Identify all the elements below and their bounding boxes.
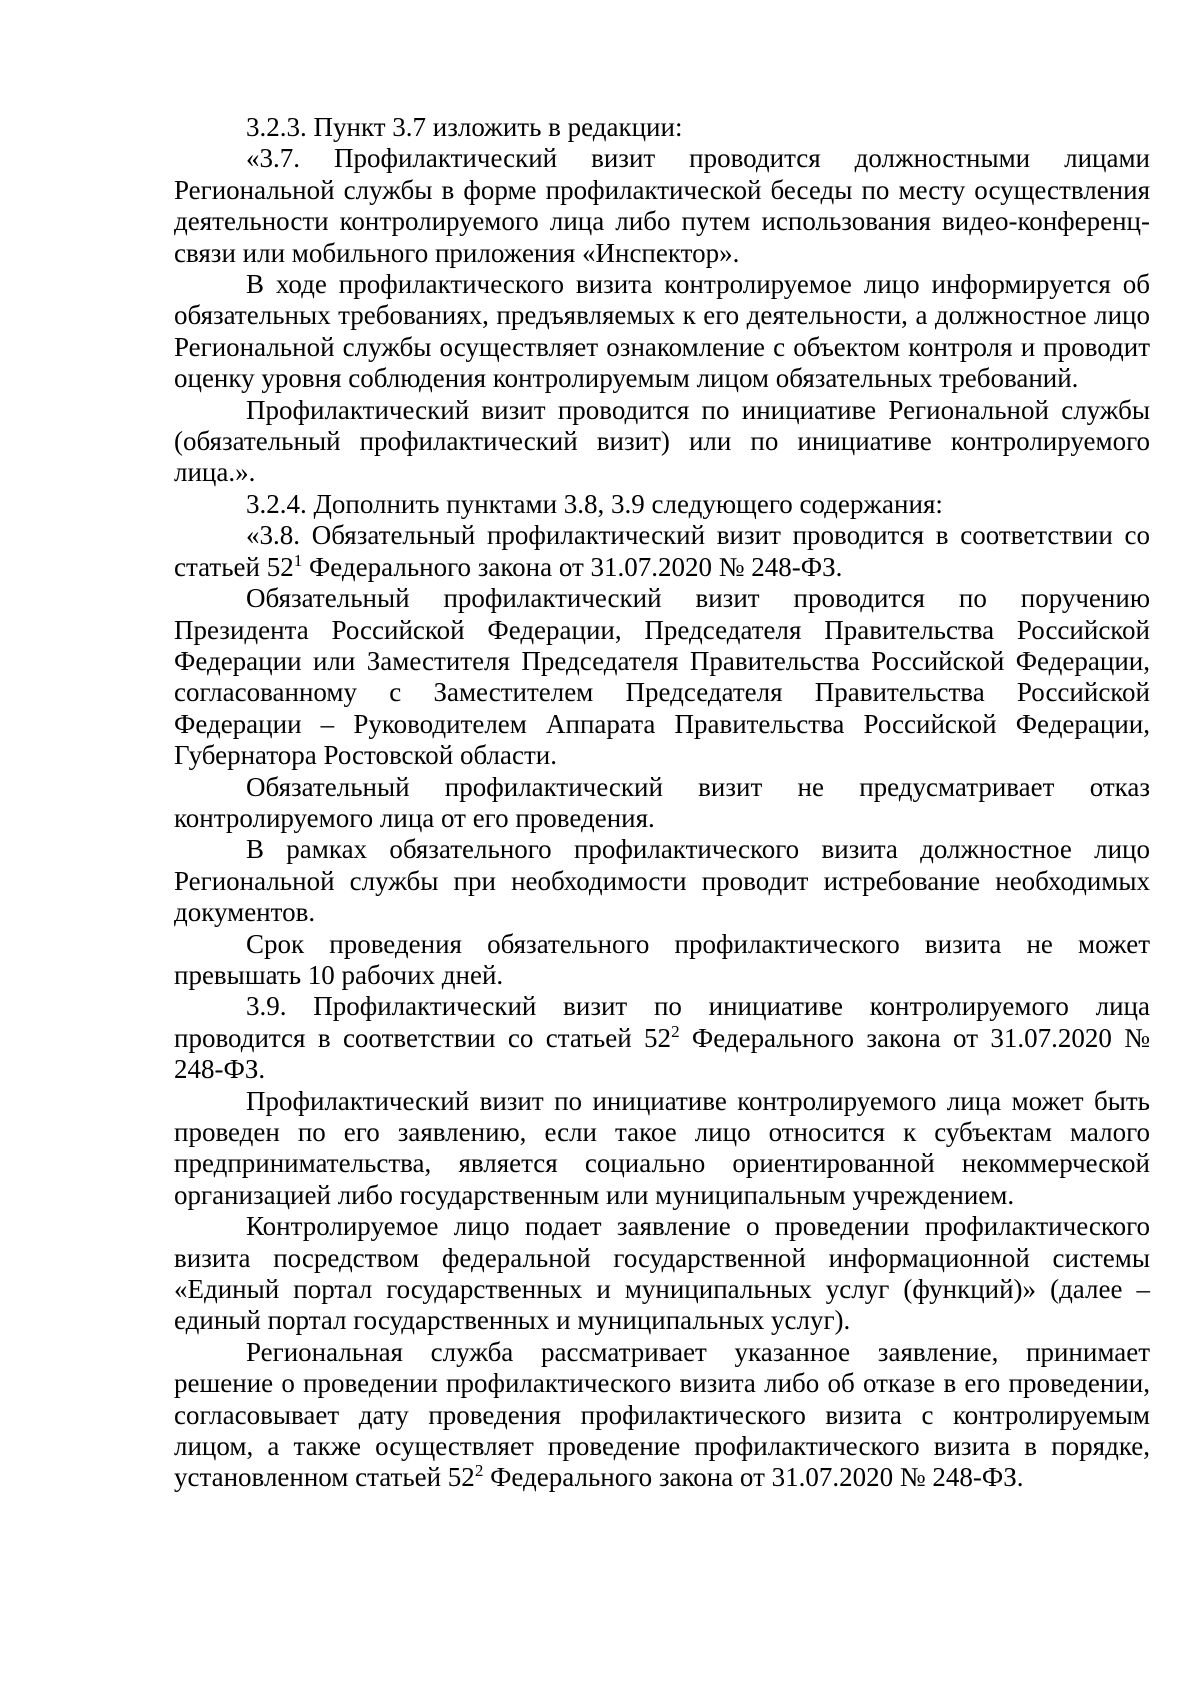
superscript: 2 [671,1021,680,1041]
paragraph: В ходе профилактического визита контролируемое лицо информируется об обязательных требованиях, предъявляемых к его деятельности, а должностное лицо Региональной службы осуществляет ознакомление с объектом контроля и проводит оценку уровня соблюдения контролируемым лицом обязательных требований. [174,269,1150,394]
superscript: 2 [474,1461,484,1481]
paragraph: Контролируемое лицо подает заявление о проведении профилактического визита посредством федеральной государственной информационной системы «Единый портал государственных и муниципальных услуг (функций)» (далее – единый портал государственных и муниципальных услуг). [174,1211,1150,1336]
superscript: 1 [293,550,303,570]
paragraph: В рамках обязательного профилактического визита должностное лицо Региональной службы при необходимости проводит истребование необходимых документов. [174,834,1150,928]
paragraph: Региональная служба рассматривает указанное заявление, принимает решение о проведении профилактического визита либо об отказе в его проведении, согласовывает дату проведения профилактического визита с контролируемым лицом, а также осуществляет проведение профилактического визита в порядке, установленном статьей $52^2$ Федерального закона от 31.07.2020 № 248-ФЗ. [174,1336,1150,1493]
paragraph: Срок проведения обязательного профилактического визита не может превышать 10 рабочих дней. [174,928,1150,990]
document-body [174,112,1150,1494]
paragraph: «3.7. Профилактический визит проводится должностными лицами Региональной службы в форме профилактической беседы по месту осуществления деятельности контролируемого лица либо путем использования видео-конференц-связи или мобильного приложения «Инспектор». [174,143,1150,268]
paragraph: Обязательный профилактический визит проводится по поручению Президента Российской Федерации, Председателя Правительства Российской Федерации или Заместителя Председателя Правительства Российской Федерации, согласованному с Заместителем Председателя Правительства Российской Федерации – Руководителем Аппарата Правительства Российской Федерации, Губернатора Ростовской области. [174,583,1150,771]
paragraph: 3.9. Профилактический визит по инициативе контролируемого лица проводится в соответствии со статьей $52^2$ Федерального закона от 31.07.2020 № 248-ФЗ. [174,991,1150,1085]
paragraph: 3.2.3. Пункт 3.7 изложить в редакции: [246,112,683,142]
paragraph: Профилактический визит по инициативе контролируемого лица может быть проведен по его заявлению, если такое лицо относится к субъектам малого предпринимательства, является социально ориентированной некоммерческой организацией либо государственным или муниципальным учреждением. [174,1085,1150,1210]
paragraph: Профилактический визит проводится по инициативе Региональной службы (обязательный профилактический визит) или по инициативе контролируемого лица.». [174,394,1150,488]
paragraph: «3.8. Обязательный профилактический визит проводится в соответствии со статьей $52^1$ Федерального закона от 31.07.2020 № 248-ФЗ. [174,520,1150,582]
paragraph: 3.2.4. Дополнить пунктами 3.8, 3.9 следующего содержания: [246,488,943,519]
paragraph: Обязательный профилактический визит не предусматривает отказ контролируемого лица от его проведения. [174,771,1150,833]
